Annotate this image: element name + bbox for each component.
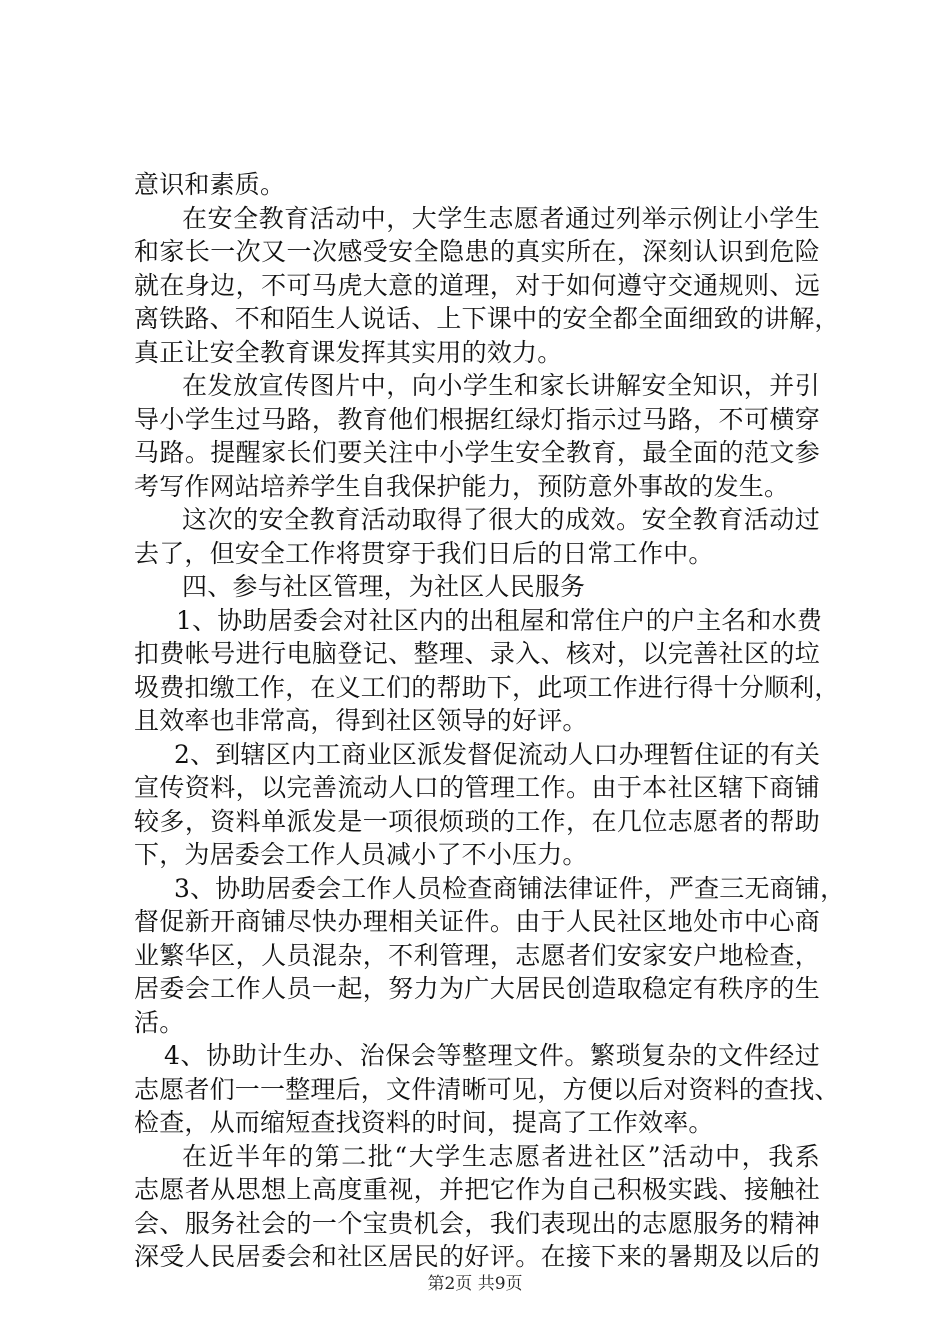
text-line: 会、服务社会的一个宝贵机会，我们表现出的志愿服务的精神 <box>134 1208 820 1238</box>
body-text <box>134 168 846 1274</box>
text-line: 较多，资料单派发是一项很烦琐的工作，在几位志愿者的帮助 <box>134 806 820 836</box>
text-line: 在安全教育活动中，大学生志愿者通过列举示例让小学生 <box>182 203 820 233</box>
text-line: 真正让安全教育课发挥其实用的效力。 <box>134 337 563 367</box>
text-line: 督促新开商铺尽快办理相关证件。由于人民社区地处市中心商 <box>134 907 820 936</box>
text-line: 且效率也非常高，得到社区领导的好评。 <box>134 706 588 735</box>
text-line: 2、到辖区内工商业区派发督促流动人口办理暂住证的有关 <box>174 739 821 769</box>
text-line: 意识和素质。 <box>134 170 286 199</box>
text-line: 导小学生过马路，教育他们根据红绿灯指示过马路，不可横穿 <box>134 404 820 434</box>
text-line: 3、协助居委会工作人员检查商铺法律证件，严查三无商铺， <box>174 873 846 903</box>
text-line: 在发放宣传图片中，向小学生和家长讲解安全知识，并引 <box>182 371 820 400</box>
text-line: 活。 <box>134 1007 185 1037</box>
text-line: 检查，从而缩短查找资料的时间，提高了工作效率。 <box>134 1108 714 1137</box>
text-line: 考写作网站培养学生自我保护能力，预防意外事故的发生。 <box>134 471 790 501</box>
text-line: 就在身边，不可马虎大意的道理，对于如何遵守交通规则、远 <box>134 270 820 300</box>
text-line: 下，为居委会工作人员减小了不小压力。 <box>134 840 588 869</box>
text-line: 志愿者从思想上高度重视，并把它作为自己积极实践、接触社 <box>134 1175 820 1204</box>
text-line: 离铁路、不和陌生人说话、上下课中的安全都全面细致的讲解， <box>134 304 840 333</box>
text-line: 深受人民居委会和社区居民的好评。在接下来的暑期及以后的 <box>134 1242 820 1271</box>
text-line: 业繁华区，人员混杂，不利管理，志愿者们安家安户地检查， <box>134 940 820 970</box>
text-line: 和家长一次又一次感受安全隐患的真实所在，深刻认识到危险 <box>134 237 820 266</box>
text-line: 志愿者们一一整理后，文件清晰可见，方便以后对资料的查找、 <box>134 1074 840 1104</box>
text-line: 扣费帐号进行电脑登记、整理、录入、核对，以完善社区的垃 <box>134 639 820 668</box>
text-line: 马路。提醒家长们要关注中小学生安全教育，最全面的范文参 <box>134 438 820 467</box>
text-line: 这次的安全教育活动取得了很大的成效。安全教育活动过 <box>182 505 820 534</box>
text-line: 4、协助计生办、治保会等整理文件。繁琐复杂的文件经过 <box>164 1041 820 1070</box>
text-line: 宣传资料，以完善流动人口的管理工作。由于本社区辖下商铺 <box>134 773 820 802</box>
text-line: 在近半年的第二批“大学生志愿者进社区”活动中，我系 <box>182 1141 820 1171</box>
text-line: 居委会工作人员一起，努力为广大居民创造取稳定有秩序的生 <box>134 974 820 1003</box>
text-line: 去了，但安全工作将贯穿于我们日后的日常工作中。 <box>134 538 714 568</box>
text-line: 圾费扣缴工作，在义工们的帮助下，此项工作进行得十分顺利， <box>134 672 840 702</box>
text-line: 四、参与社区管理，为社区人民服务 <box>182 572 586 601</box>
text-line: 1、协助居委会对社区内的出租屋和常住户的户主名和水费 <box>176 605 823 635</box>
page-footer: 第2页 共9页 <box>427 1274 523 1294</box>
